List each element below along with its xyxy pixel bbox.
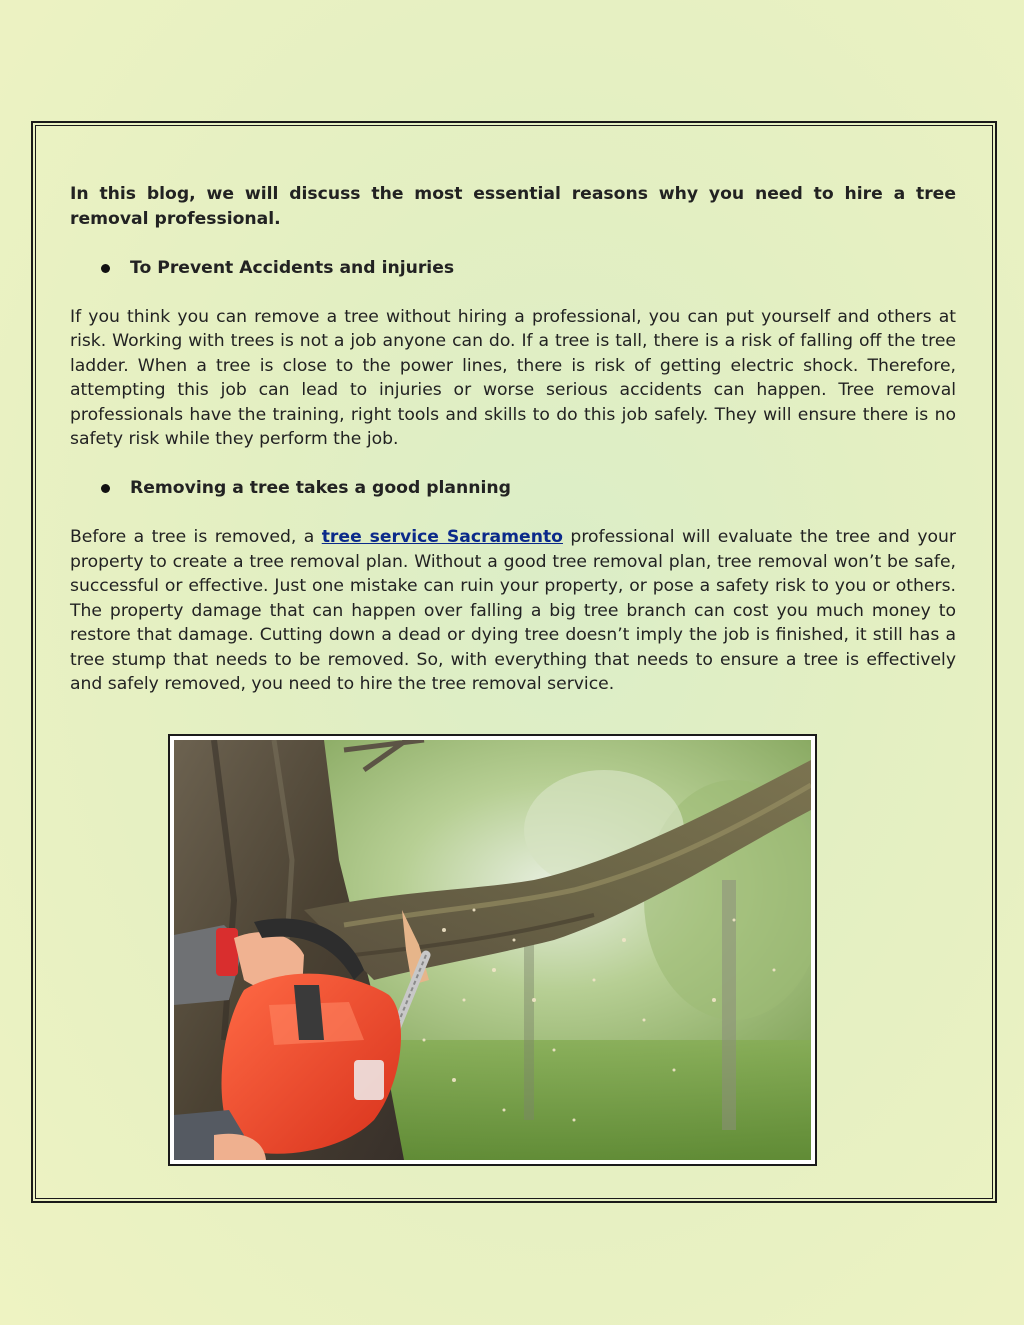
photo-frame	[168, 734, 817, 1166]
body-text: professional will evaluate the tree and your property to create a tree removal plan. Without a good tree removal plan, tree removal won’t be safe, successful or effective. Just one mistake can ruin your property, or pose a safety risk to you or others. The property damage that can happen over falling a big tree branch can cost you much money to restore that damage. Cutting down a dead or dying tree doesn’t imply the job is finished, it still has a tree stump that needs to be removed. So, with everything that needs to ensure a tree is effectively and safely removed, you need to hire the tree removal service.	[70, 527, 956, 694]
article-content	[70, 182, 956, 697]
bullet-icon	[101, 484, 110, 493]
section-body-accidents: If you think you can remove a tree without hiring a professional, you can put yourself and others at risk. Working with trees is not a job anyone can do. If a tree is tall, there is a risk of falling off the tree ladder. When a tree is close to the power lines, there is risk of getting electric shock. Therefore, attempting this job can lead to injuries or worse serious accidents can happen. Tree removal professionals have the training, right tools and skills to do this job safely. They will ensure there is no safety risk while they perform the job.	[70, 306, 956, 449]
section-heading-text: Removing a tree takes a good planning	[130, 478, 511, 498]
section-heading-text: To Prevent Accidents and injuries	[130, 257, 455, 278]
body-text: Before a tree is removed, a	[70, 527, 322, 547]
intro-paragraph: In this blog, we will discuss the most essential reasons why you need to hire a tree removal professional.	[70, 184, 956, 229]
photo-illustration	[174, 740, 811, 1160]
tree-service-link[interactable]: tree service Sacramento	[321, 527, 563, 547]
section-heading-planning	[70, 476, 956, 501]
chainsaw-cutting-tree-branch-photo	[174, 740, 811, 1160]
section-body-planning	[70, 525, 956, 697]
bullet-icon	[101, 264, 110, 273]
section-heading-accidents	[70, 256, 956, 281]
